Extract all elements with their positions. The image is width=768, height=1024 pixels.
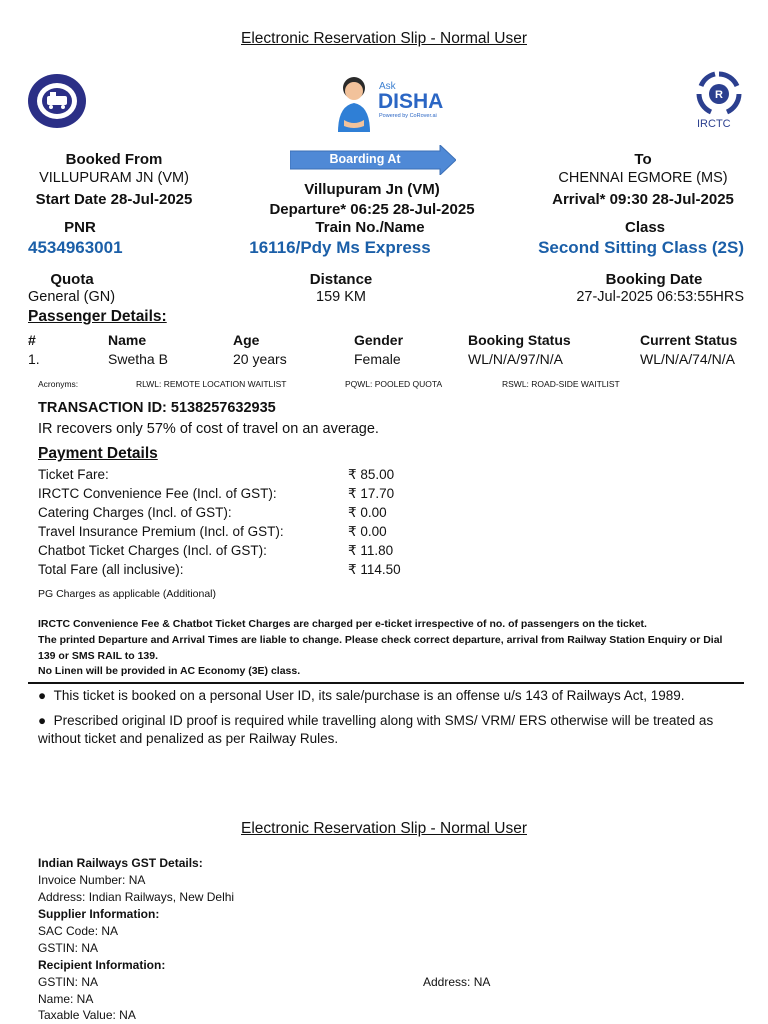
invoice-number: Invoice Number: NA [38, 873, 146, 887]
recipient-info-title: Recipient Information: [38, 958, 166, 972]
cost-recovery-note: IR recovers only 57% of cost of travel on an average. [38, 421, 379, 437]
acronyms-label: Acronyms: [38, 379, 79, 389]
from-station: VILLUPURAM JN (VM) [39, 170, 189, 186]
payment-details-title: Payment Details [38, 445, 158, 462]
payment-label-chatbot: Chatbot Ticket Charges (Incl. of GST): [38, 543, 267, 558]
note-linen: No Linen will be provided in AC Economy (3E) class. [38, 665, 301, 677]
bullet-icon: ● [38, 713, 54, 728]
supplier-info-title: Supplier Information: [38, 907, 160, 921]
booked-from-label: Booked From [65, 151, 163, 168]
recipient-name: Name: NA [38, 992, 94, 1006]
passenger-cell-gender: Female [354, 351, 401, 367]
acronym-rswl: RSWL: ROAD-SIDE WAITLIST [502, 379, 620, 389]
passenger-cell-booking-status: WL/N/A/97/N/A [468, 351, 563, 367]
col-header-number: # [28, 332, 36, 348]
to-station: CHENNAI EGMORE (MS) [558, 170, 728, 186]
payment-label-insurance: Travel Insurance Premium (Incl. of GST): [38, 524, 284, 539]
pnr-value: 4534963001 [28, 238, 123, 257]
departure-time: Departure* 06:25 28-Jul-2025 [269, 201, 475, 218]
booking-date-label: Booking Date [605, 271, 703, 288]
bullet-personal-id-text: This ticket is booked on a personal User ID, its sale/purchase is an offense u/s 143 of Railways Act, 1989. [53, 688, 685, 703]
disha-powered-text: Powered by CoRover.ai [379, 113, 437, 119]
train-label: Train No./Name [315, 219, 425, 236]
sac-code: SAC Code: NA [38, 924, 119, 938]
note-timings: The printed Departure and Arrival Times are liable to change. Please check correct departure, arrival from Railway Station Enquiry or Dial 139 or SMS RAIL to 139. [38, 634, 723, 662]
passenger-cell-name: Swetha B [108, 351, 168, 367]
col-header-gender: Gender [354, 332, 404, 348]
payment-value-total: ₹ 114.50 [348, 562, 401, 577]
section-divider [28, 682, 744, 684]
start-date: Start Date 28-Jul-2025 [35, 191, 193, 208]
train-value: 16116/Pdy Ms Express [249, 238, 431, 257]
acronym-rlwl: RLWL: REMOTE LOCATION WAITLIST [136, 379, 287, 389]
payment-value-chatbot: ₹ 11.80 [348, 543, 394, 558]
passenger-cell-current-status: WL/N/A/74/N/A [640, 351, 735, 367]
payment-label-ticket-fare: Ticket Fare: [38, 467, 109, 482]
irctc-emblem-icon [693, 70, 745, 116]
col-header-current-status: Current Status [640, 332, 738, 348]
pnr-label: PNR [64, 219, 96, 236]
footer-title: Electronic Reservation Slip - Normal User [241, 820, 527, 837]
payment-value-convenience-fee: ₹ 17.70 [348, 486, 395, 501]
to-label: To [634, 151, 652, 168]
distance-label: Distance [309, 271, 373, 288]
quota-label: Quota [50, 271, 94, 288]
payment-value-catering: ₹ 0.00 [348, 505, 387, 520]
svg-text:R: R [715, 89, 723, 101]
arrival-time: Arrival* 09:30 28-Jul-2025 [552, 191, 734, 208]
passenger-cell-number: 1. [28, 351, 40, 367]
page-title: Electronic Reservation Slip - Normal User [241, 30, 527, 47]
gst-details-title: Indian Railways GST Details: [38, 856, 203, 870]
payment-label-total: Total Fare (all inclusive): [38, 562, 184, 577]
distance-value: 159 KM [316, 289, 366, 305]
boarding-station: Villupuram Jn (VM) [304, 181, 440, 198]
supplier-address: Address: Indian Railways, New Delhi [38, 890, 235, 904]
bullet-icon: ● [38, 688, 54, 703]
payment-label-catering: Catering Charges (Incl. of GST): [38, 505, 232, 520]
acronym-pqwl: PQWL: POOLED QUOTA [345, 379, 443, 389]
col-header-booking-status: Booking Status [468, 332, 571, 348]
passenger-cell-age: 20 years [233, 351, 287, 367]
col-header-name: Name [108, 332, 147, 348]
boarding-at-label: Boarding At [329, 152, 401, 166]
bullet-personal-id [38, 687, 744, 705]
pg-charges-note: PG Charges as applicable (Additional) [38, 588, 217, 600]
recipient-gstin: GSTIN: NA [38, 975, 99, 989]
passenger-details-title: Passenger Details: [28, 308, 167, 325]
note-convenience-fee: IRCTC Convenience Fee & Chatbot Ticket Charges are charged per e-ticket irrespective of no. of passengers on the ticket. [38, 618, 647, 630]
disha-ask-text: Ask [379, 81, 396, 92]
boarding-at-arrow [290, 145, 456, 175]
transaction-id: TRANSACTION ID: 5138257632935 [38, 400, 276, 416]
class-label: Class [624, 219, 666, 236]
disha-name-text: DISHA [378, 90, 444, 113]
supplier-gstin: GSTIN: NA [38, 941, 99, 955]
booking-date-value: 27-Jul-2025 06:53:55HRS [576, 289, 744, 305]
payment-value-insurance: ₹ 0.00 [348, 524, 387, 539]
bullet-id-proof [38, 712, 744, 748]
ask-disha-logo [332, 70, 448, 134]
bullet-id-proof-text: Prescribed original ID proof is required while travelling along with SMS/ VRM/ ERS otherwise will be treated as without ticket and penalized as per Railway Rules. [38, 713, 714, 746]
irctc-logo-text: IRCTC [697, 118, 731, 130]
indian-railways-logo-icon [26, 72, 88, 130]
quota-value: General (GN) [28, 289, 116, 305]
col-header-age: Age [233, 332, 260, 348]
payment-value-ticket-fare: ₹ 85.00 [348, 467, 395, 482]
irctc-logo [693, 70, 745, 132]
class-value: Second Sitting Class (2S) [538, 238, 744, 257]
taxable-value: Taxable Value: NA [38, 1008, 136, 1022]
recipient-address: Address: NA [423, 975, 491, 989]
payment-label-convenience-fee: IRCTC Convenience Fee (Incl. of GST): [38, 486, 277, 501]
